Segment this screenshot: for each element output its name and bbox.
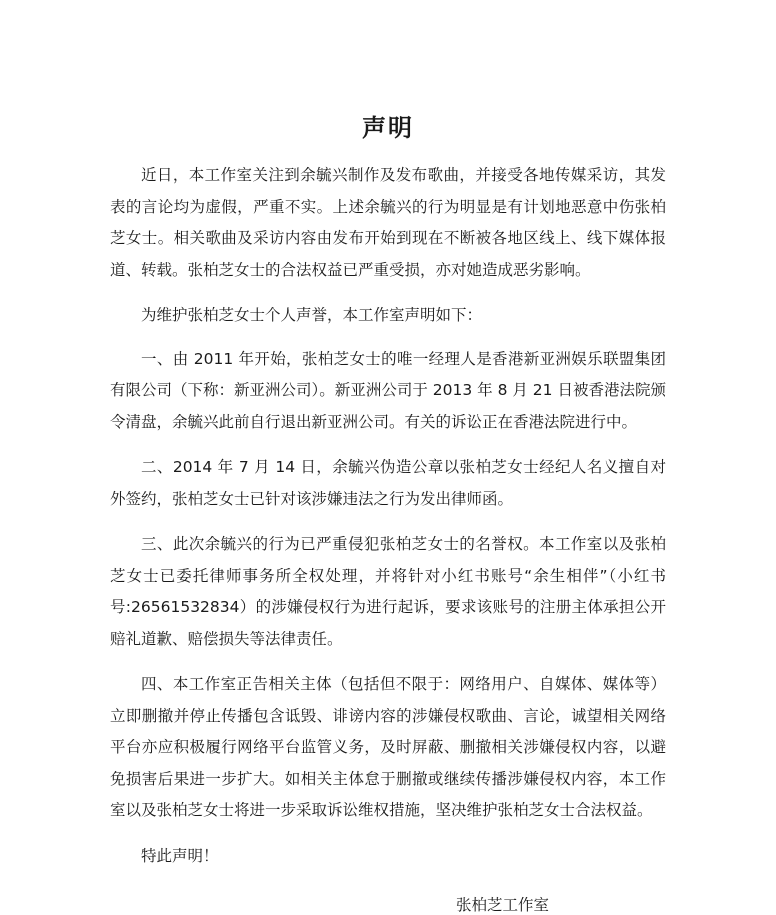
paragraph-point-2: 二、2014 年 7 月 14 日，余毓兴伪造公章以张柏芝女士经纪人名义擅自对外签约，张柏芝女士已针对该涉嫌违法之行为发出律师函。 [110, 458, 666, 508]
paragraph-point-3: 三、此次余毓兴的行为已严重侵犯张柏芝女士的名誉权。本工作室以及张柏芝女士已委托律师事务所全权处理，并将针对小红书账号“余生相伴”（小红书号:26561532834）的涉嫌侵权行为进行起诉，要求该账号的注册主体承担公开赔礼道歉、赔偿损失等法律责任。 [110, 535, 666, 648]
paragraph-declaration-lead: 为维护张柏芝女士个人声誉，本工作室声明如下： [141, 306, 483, 324]
signature-studio: 张柏芝工作室 [456, 896, 550, 914]
document-body [110, 160, 666, 886]
paragraph-point-4: 四、本工作室正告相关主体（包括但不限于：网络用户、自媒体、媒体等）立即删撤并停止传播包含诋毁、诽谤内容的涉嫌侵权歌曲、言论，诚望相关网络平台亦应积极履行网络平台监管义务，及时屏蔽、删撤相关涉嫌侵权内容，以避免损害后果进一步扩大。如相关主体怠于删撤或继续传播涉嫌侵权内容，本工作室以及张柏芝女士将进一步采取诉讼维权措施，坚决维护张柏芝女士合法权益。 [110, 675, 666, 819]
paragraph-point-1: 一、由 2011 年开始，张柏芝女士的唯一经理人是香港新亚洲娱乐联盟集团有限公司（下称：新亚洲公司）。新亚洲公司于 2013 年 8 月 21 日被香港法院颁令清盘，余毓兴此前自行退出新亚洲公司。有关的诉讼正在香港法院进行中。 [110, 349, 666, 431]
paragraph-intro: 近日，本工作室关注到余毓兴制作及发布歌曲，并接受各地传媒采访，其发表的言论均为虚假，严重不实。上述余毓兴的行为明显是有计划地恶意中伤张柏芝女士。相关歌曲及采访内容由发布开始到现在不断被各地区线上、线下媒体报道、转载。张柏芝女士的合法权益已严重受损，亦对她造成恶劣影响。 [110, 166, 666, 279]
document-title: 声明 [362, 114, 414, 142]
paragraph-closing: 特此声明！ [141, 846, 219, 865]
